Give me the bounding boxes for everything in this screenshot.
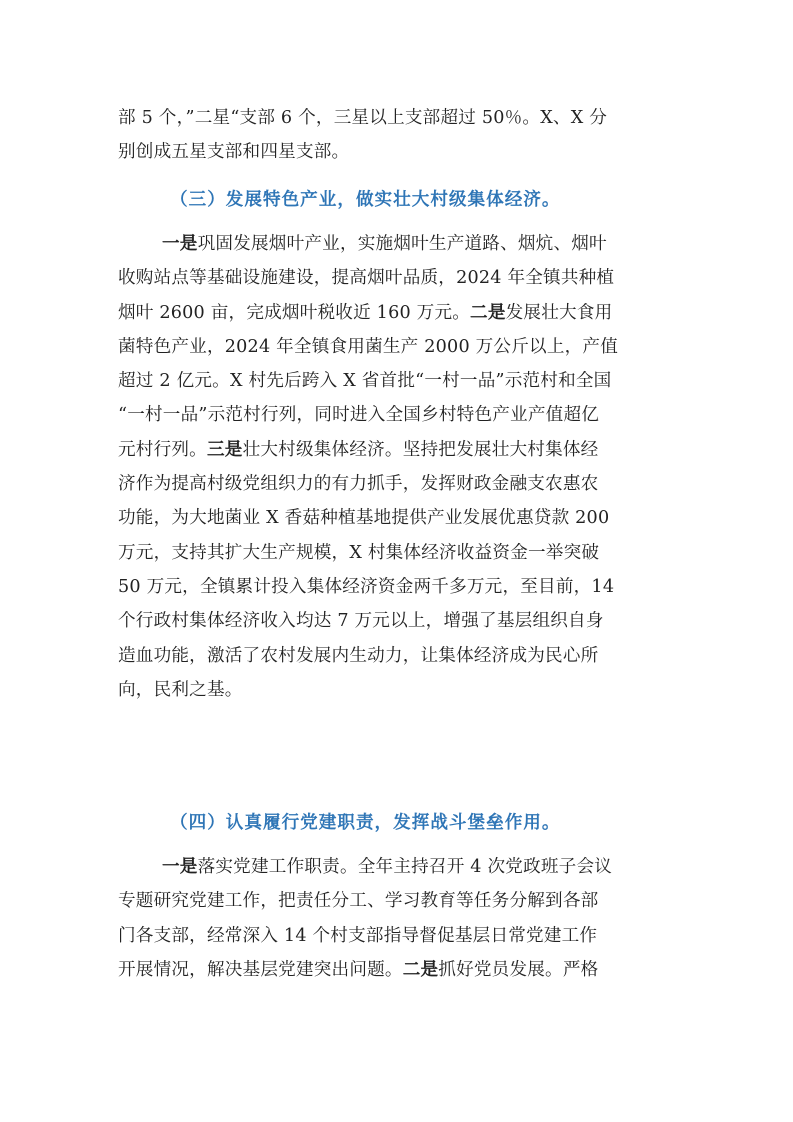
text-line: [118, 884, 678, 918]
text-line: [118, 639, 678, 673]
line-text: 50 万元，全镇累计投入集体经济资金两千多万元，至目前，14: [118, 576, 615, 597]
section-4-heading-block: [118, 806, 678, 840]
line-text: 超过 2 亿元。X 村先后跨入 X 省首批“一村一品”示范村和全国: [118, 371, 612, 392]
line-text: 向，民利之基。: [118, 679, 243, 700]
line-text: 落实党建工作职责。全年主持召开 4 次党政班子会议: [197, 857, 613, 877]
line-text: 发展壮大食用: [505, 302, 613, 323]
line-text: 巩固发展烟叶产业，实施烟叶生产道路、烟炕、烟叶: [197, 234, 607, 254]
text-line: [118, 953, 678, 987]
line-text: 专题研究党建工作，把责任分工、学习教育等任务分解到各部: [118, 891, 599, 912]
lead-phrase: 三是: [206, 438, 243, 460]
text-line: [118, 673, 678, 707]
line-text: 烟叶 2600 亩，完成烟叶税收近 160 万元。: [118, 302, 471, 323]
text-line: [118, 433, 678, 467]
text-line: [118, 467, 678, 501]
text-line: [118, 227, 678, 261]
text-line: [118, 398, 678, 432]
section-3-heading-block: [118, 183, 678, 217]
line-text: 功能，为大地菌业 X 香菇种植基地提供产业发展优惠贷款 200: [118, 508, 610, 529]
text-line: [118, 919, 678, 953]
lead-phrase: 二是: [402, 958, 439, 980]
text-line: 别创成五星支部和四星支部。: [118, 142, 350, 163]
text-line: 部 5 个，”二星“支部 6 个，三星以上支部超过 50％。X、X 分: [118, 108, 608, 128]
section-4-heading: （四）认真履行党建职责，发挥战斗堡垒作用。: [170, 812, 561, 833]
line-text: 万元，支持其扩大生产规模，X 村集体经济收益资金一举突破: [118, 542, 600, 563]
line-text: 壮大村级集体经济。坚持把发展壮大村集体经: [242, 439, 599, 460]
text-line: [118, 536, 678, 570]
line-text: 收购站点等基础设施建设，提高烟叶品质，2024 年全镇共种植: [118, 268, 615, 289]
line-text: 济作为提高村级党组织力的有力抓手，发挥财政金融支农惠农: [118, 474, 599, 495]
section-3-paragraph: [118, 227, 678, 707]
line-text: 造血功能，激活了农村发展内生动力，让集体经济成为民心所: [118, 645, 599, 666]
text-line: [118, 501, 678, 535]
line-text: 个行政村集体经济收入均达 7 万元以上，增强了基层组织自身: [118, 611, 604, 632]
text-line: [118, 570, 678, 604]
text-line: [118, 364, 678, 398]
text-line: [118, 330, 678, 364]
text-line: [118, 604, 678, 638]
intro-paragraph: [118, 101, 678, 170]
section-3-heading: （三）发展特色产业，做实壮大村级集体经济。: [170, 189, 561, 210]
line-text: 菌特色产业，2024 年全镇食用菌生产 2000 万公斤以上，产值: [118, 336, 618, 357]
lead-phrase: 二是: [470, 301, 506, 323]
line-text: “一村一品”示范村行列，同时进入全国乡村特色产业产值超亿: [118, 405, 600, 426]
text-line: [118, 296, 678, 330]
text-line: [118, 261, 678, 295]
line-text: 门各支部，经常深入 14 个村支部指导督促基层日常党建工作: [118, 925, 598, 946]
lead-phrase: 一是: [162, 233, 198, 254]
text-line: [118, 850, 678, 884]
section-4-paragraph: [118, 850, 678, 987]
lead-phrase: 一是: [162, 856, 198, 877]
line-text: 元村行列。: [118, 439, 207, 460]
line-text: 开展情况，解决基层党建突出问题。: [118, 959, 403, 980]
line-text: 抓好党员发展。严格: [438, 959, 599, 980]
